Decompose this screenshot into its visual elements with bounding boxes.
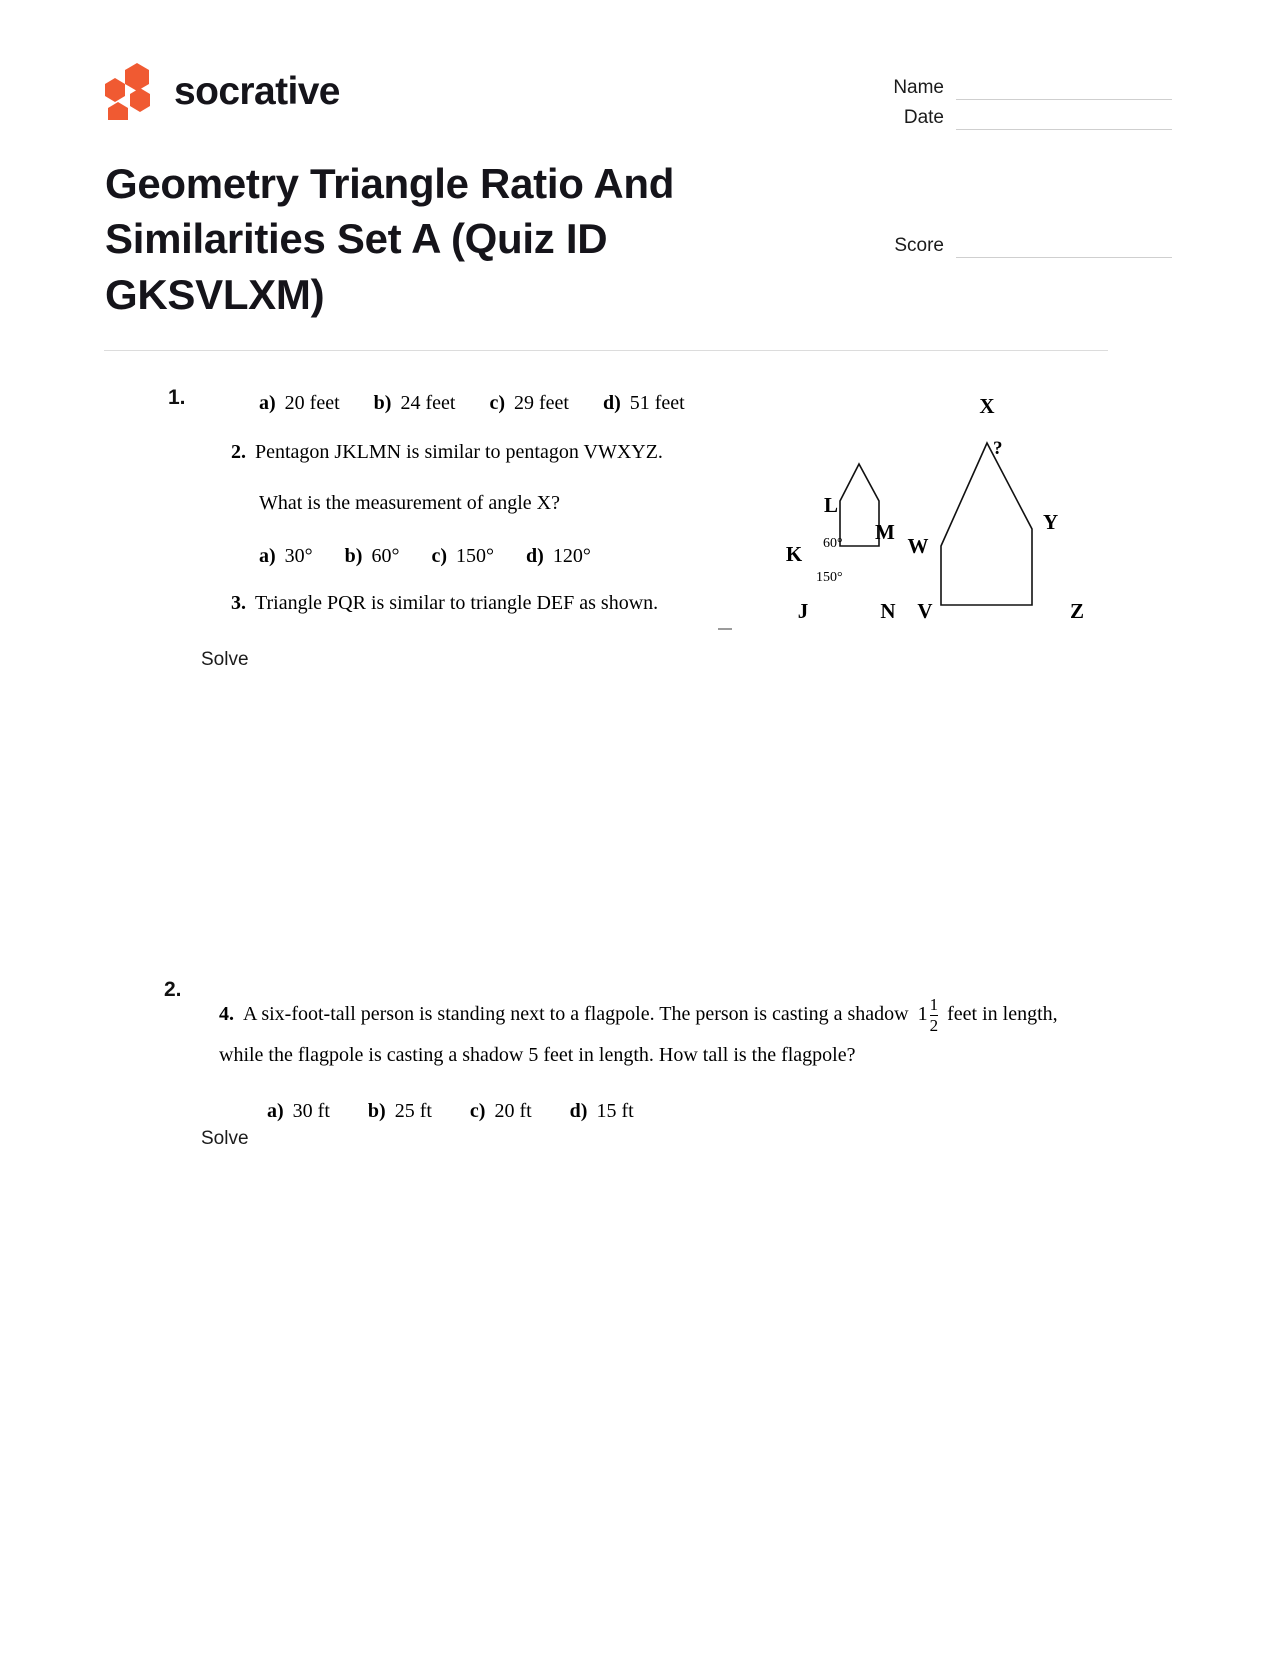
page-title: Geometry Triangle Ratio And Similarities Set A (Quiz ID GKSVLXM) [105, 160, 675, 318]
score-field-row [852, 228, 1172, 258]
solve-label-1: Solve [201, 649, 249, 670]
option-text: 120° [552, 545, 591, 567]
option-text: 24 feet [400, 392, 456, 414]
scan-artifact-mark [718, 628, 732, 630]
question-4-stem-row [219, 995, 1069, 1034]
option-text: 15 ft [596, 1099, 634, 1122]
question-1-option-b[interactable] [374, 392, 456, 415]
option-text: 29 feet [513, 392, 569, 414]
date-field-row [852, 100, 1172, 130]
option-text: 20 ft [494, 1099, 532, 1122]
question-2-stem-row [231, 437, 751, 468]
question-2-options [259, 541, 751, 572]
question-4-option-a[interactable] [267, 1092, 330, 1130]
option-letter: a) [267, 1099, 284, 1122]
name-input-line[interactable] [956, 77, 1172, 100]
question-4-option-d[interactable] [570, 1092, 634, 1130]
angle-label-150: 150° [816, 570, 843, 585]
header-divider [104, 350, 1108, 351]
option-letter: b) [373, 392, 392, 414]
label-Y: Y [1043, 510, 1059, 534]
option-text: 25 ft [394, 1099, 432, 1122]
option-letter: a) [259, 392, 276, 414]
option-text: 30° [284, 545, 313, 567]
small-pentagon-shape [840, 464, 879, 546]
large-pentagon-shape [941, 443, 1032, 605]
brand-header [104, 62, 340, 120]
option-letter: c) [469, 1099, 486, 1122]
option-letter: c) [489, 392, 505, 414]
question-2-option-b[interactable] [345, 541, 400, 572]
label-W: W [907, 534, 929, 558]
mixed-number-whole: 1 [917, 1003, 928, 1026]
question-3-stem-row [231, 592, 791, 615]
option-text: 51 feet [629, 392, 685, 414]
question-2-stem: Pentagon JKLMN is similar to pentagon VWXYZ. [255, 441, 663, 463]
question-4-option-b[interactable] [368, 1092, 432, 1130]
brand-name: socrative [174, 69, 340, 113]
option-letter: d) [569, 1099, 588, 1122]
option-text: 20 feet [284, 392, 340, 414]
question-2-substem: What is the measurement of angle X? [259, 492, 560, 514]
option-letter: b) [344, 545, 363, 567]
question-4-options [267, 1092, 1069, 1130]
option-letter: d) [526, 545, 544, 567]
similar-pentagons-diagram [778, 386, 1110, 632]
angle-label-unknown: ? [993, 438, 1003, 459]
question-2-option-c[interactable] [431, 541, 494, 572]
question-1-option-c[interactable] [489, 392, 569, 415]
angle-label-60: 60° [823, 536, 843, 551]
page-marker-1: 1. [168, 386, 186, 409]
question-3-stem: Triangle PQR is similar to triangle DEF as shown. [255, 592, 659, 614]
question-1-option-a[interactable] [259, 392, 340, 415]
student-meta-fields [852, 70, 1172, 130]
question-2 [231, 437, 751, 572]
option-text: 150° [456, 545, 495, 567]
option-letter: a) [259, 545, 276, 567]
fraction-denominator: 2 [929, 1015, 939, 1035]
question-4-number: 4. [219, 1003, 234, 1026]
fraction [930, 996, 939, 1035]
question-1-option-d[interactable] [603, 392, 685, 415]
option-text: 60° [371, 545, 400, 567]
label-Z: Z [1069, 599, 1085, 623]
label-M: M [875, 520, 895, 544]
label-L: L [823, 493, 839, 517]
socrative-hexagon-logo-icon [104, 62, 160, 120]
mixed-number [918, 995, 939, 1034]
question-4-stem-part2: feet in length, [947, 1003, 1058, 1026]
question-4-option-c[interactable] [470, 1092, 532, 1130]
question-2-option-d[interactable] [526, 541, 591, 572]
label-X: X [979, 394, 995, 418]
page-marker-2: 2. [164, 978, 182, 1001]
option-text: 30 ft [292, 1099, 330, 1122]
score-label: Score [894, 235, 944, 256]
question-4 [219, 995, 1069, 1130]
date-input-line[interactable] [956, 107, 1172, 130]
question-2-option-a[interactable] [259, 541, 313, 572]
option-letter: c) [431, 545, 448, 567]
label-J: J [797, 599, 809, 623]
option-letter: d) [602, 392, 621, 414]
name-label: Name [893, 77, 944, 98]
question-3-number: 3. [231, 592, 246, 614]
question-1-options [259, 392, 719, 415]
label-V: V [917, 599, 933, 623]
label-N: N [880, 599, 896, 623]
question-2-number: 2. [231, 441, 246, 463]
solve-label-2: Solve [201, 1128, 249, 1149]
score-input-line[interactable] [956, 235, 1172, 258]
option-letter: b) [367, 1099, 386, 1122]
question-4-stem-part1: A six-foot-tall person is standing next to a flagpole. The person is casting a shadow [243, 1003, 909, 1026]
date-label: Date [903, 107, 944, 128]
label-K: K [785, 542, 803, 566]
question-3 [231, 592, 791, 615]
fraction-numerator: 1 [929, 995, 939, 1014]
question-4-stem-line2: while the flagpole is casting a shadow 5 feet in length. How tall is the flagpole? [219, 1043, 856, 1066]
name-field-row [852, 70, 1172, 100]
